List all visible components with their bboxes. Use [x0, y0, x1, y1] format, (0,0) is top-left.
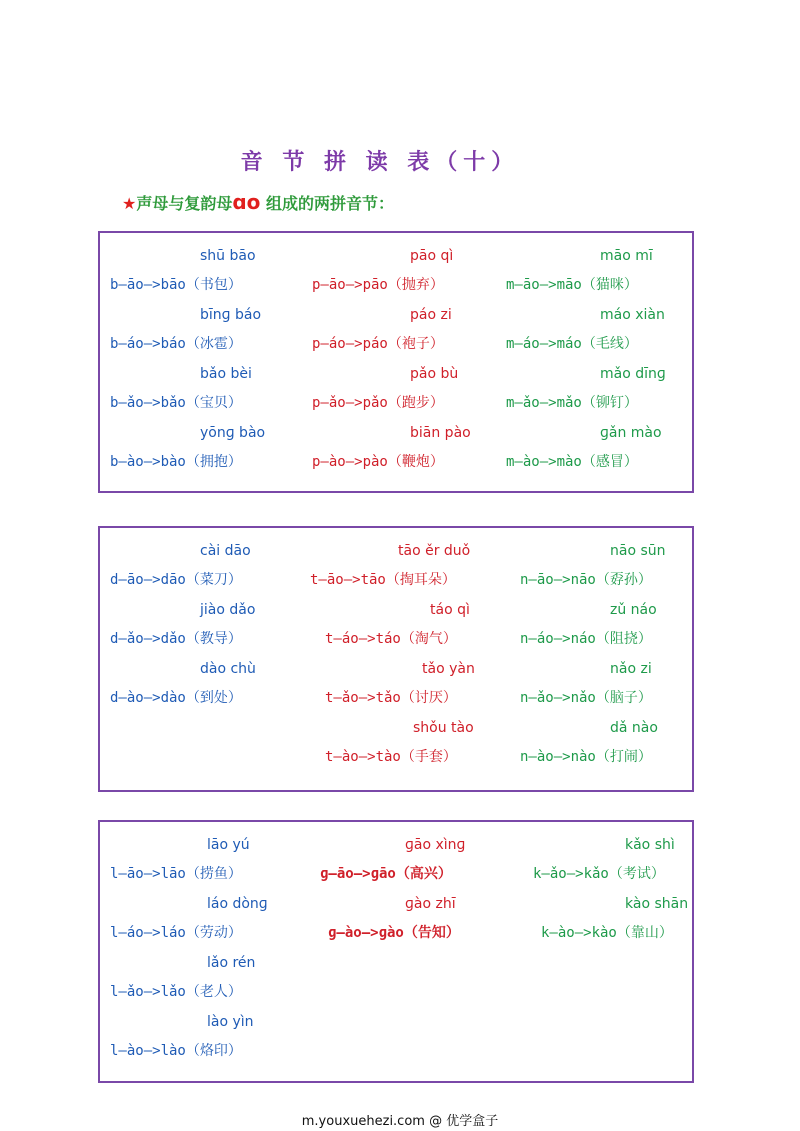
subtitle-final: ɑo — [232, 190, 261, 214]
spelling-line: t—āo—>tāo（掏耳朵） — [310, 572, 456, 588]
footer-watermark: m.youxuehezi.com @ 优学盒子 — [301, 1114, 499, 1129]
pinyin-word: tǎo yàn — [422, 661, 475, 677]
pinyin-word: ɡào zhī — [405, 896, 456, 912]
pinyin-word: pǎo bù — [410, 366, 459, 382]
spelling-line: n—ào—>nào（打闹） — [520, 749, 652, 765]
pinyin-word: ɡāo xìnɡ — [405, 837, 466, 853]
pinyin-word: láo dònɡ — [207, 896, 268, 912]
pinyin-word: lāo yú — [207, 837, 250, 853]
subtitle-suffix: 组成的两拼音节： — [260, 194, 394, 213]
pinyin-word: māo mī — [600, 248, 653, 264]
pinyin-word: pāo qì — [410, 248, 454, 264]
pinyin-word: kǎo shì — [625, 837, 675, 853]
spelling-line: m—ǎo—>mǎo（铆钉） — [506, 395, 638, 411]
spelling-line: p—ǎo—>pǎo（跑步） — [312, 395, 444, 411]
section-subtitle — [122, 190, 394, 214]
pinyin-word: lǎo rén — [207, 955, 256, 971]
spelling-line: l—āo—>lāo（捞鱼） — [110, 866, 242, 882]
pinyin-word: shǒu tào — [413, 720, 474, 736]
spelling-line: n—ǎo—>nǎo（脑子） — [520, 690, 652, 706]
spelling-line: p—áo—>páo（袍子） — [312, 336, 444, 352]
pinyin-word: ɡǎn mào — [600, 425, 662, 441]
pinyin-word: zǔ náo — [610, 602, 657, 618]
pinyin-word: nāo sūn — [610, 543, 666, 559]
spelling-line: k—ào—>kào（靠山） — [541, 925, 673, 941]
spelling-line: n—áo—>náo（阻挠） — [520, 631, 652, 647]
spelling-line: ɡ—ào—>ɡào（告知） — [328, 925, 460, 941]
spelling-line: l—áo—>láo（劳动） — [110, 925, 242, 941]
pinyin-word: lào yìn — [207, 1014, 254, 1030]
pinyin-word: dǎ nào — [610, 720, 658, 736]
spelling-line: k—ǎo—>kǎo（考试） — [533, 866, 665, 882]
pinyin-word: jiào dǎo — [200, 602, 256, 618]
pinyin-word: páo zi — [410, 307, 452, 323]
pinyin-word: tāo ěr duǒ — [398, 543, 471, 559]
spelling-line: l—ǎo—>lǎo（老人） — [110, 984, 242, 1000]
pinyin-word: dào chù — [200, 661, 256, 677]
star-icon: ★ — [122, 194, 137, 213]
pinyin-word: cài dāo — [200, 543, 251, 559]
spelling-line: d—ǎo—>dǎo（教导） — [110, 631, 242, 647]
subtitle-prefix: 声母与复韵母 — [136, 194, 233, 213]
spelling-line: n—āo—>nāo（孬孙） — [520, 572, 652, 588]
spelling-line: l—ào—>lào（烙印） — [110, 1043, 242, 1059]
spelling-line: m—áo—>máo（毛线） — [506, 336, 638, 352]
spelling-line: b—ào—>bào（拥抱） — [110, 454, 242, 470]
spelling-line: b—āo—>bāo（书包） — [110, 277, 242, 293]
pinyin-word: shū bāo — [200, 248, 256, 264]
spelling-line: b—áo—>báo（冰雹） — [110, 336, 242, 352]
spelling-line: p—āo—>pāo（抛弃） — [312, 277, 444, 293]
spelling-line: b—ǎo—>bǎo（宝贝） — [110, 395, 242, 411]
pinyin-word: táo qì — [430, 602, 470, 618]
pinyin-word: nǎo zi — [610, 661, 652, 677]
pinyin-word: biān pào — [410, 425, 471, 441]
pinyin-word: bǎo bèi — [200, 366, 252, 382]
pinyin-word: kào shān — [625, 896, 689, 912]
spelling-line: t—áo—>táo（淘气） — [325, 631, 457, 647]
pinyin-word: yōnɡ bào — [200, 425, 266, 441]
spelling-line: d—āo—>dāo（菜刀） — [110, 572, 242, 588]
spelling-line: p—ào—>pào（鞭炮） — [312, 454, 444, 470]
page-title: 音 节 拼 读 表（十） — [240, 149, 520, 175]
spelling-line: t—ào—>tào（手套） — [325, 749, 457, 765]
spelling-line: t—ǎo—>tǎo（讨厌） — [325, 690, 457, 706]
spelling-line: d—ào—>dào（到处） — [110, 690, 242, 706]
spelling-line: ɡ—āo—>ɡāo（高兴） — [320, 866, 452, 882]
spelling-line: m—āo—>māo（猫咪） — [506, 277, 638, 293]
pinyin-word: mǎo dīnɡ — [600, 366, 666, 382]
pinyin-word: bīnɡ báo — [200, 307, 262, 323]
spelling-line: m—ào—>mào（感冒） — [506, 454, 638, 470]
pinyin-word: máo xiàn — [600, 307, 665, 323]
